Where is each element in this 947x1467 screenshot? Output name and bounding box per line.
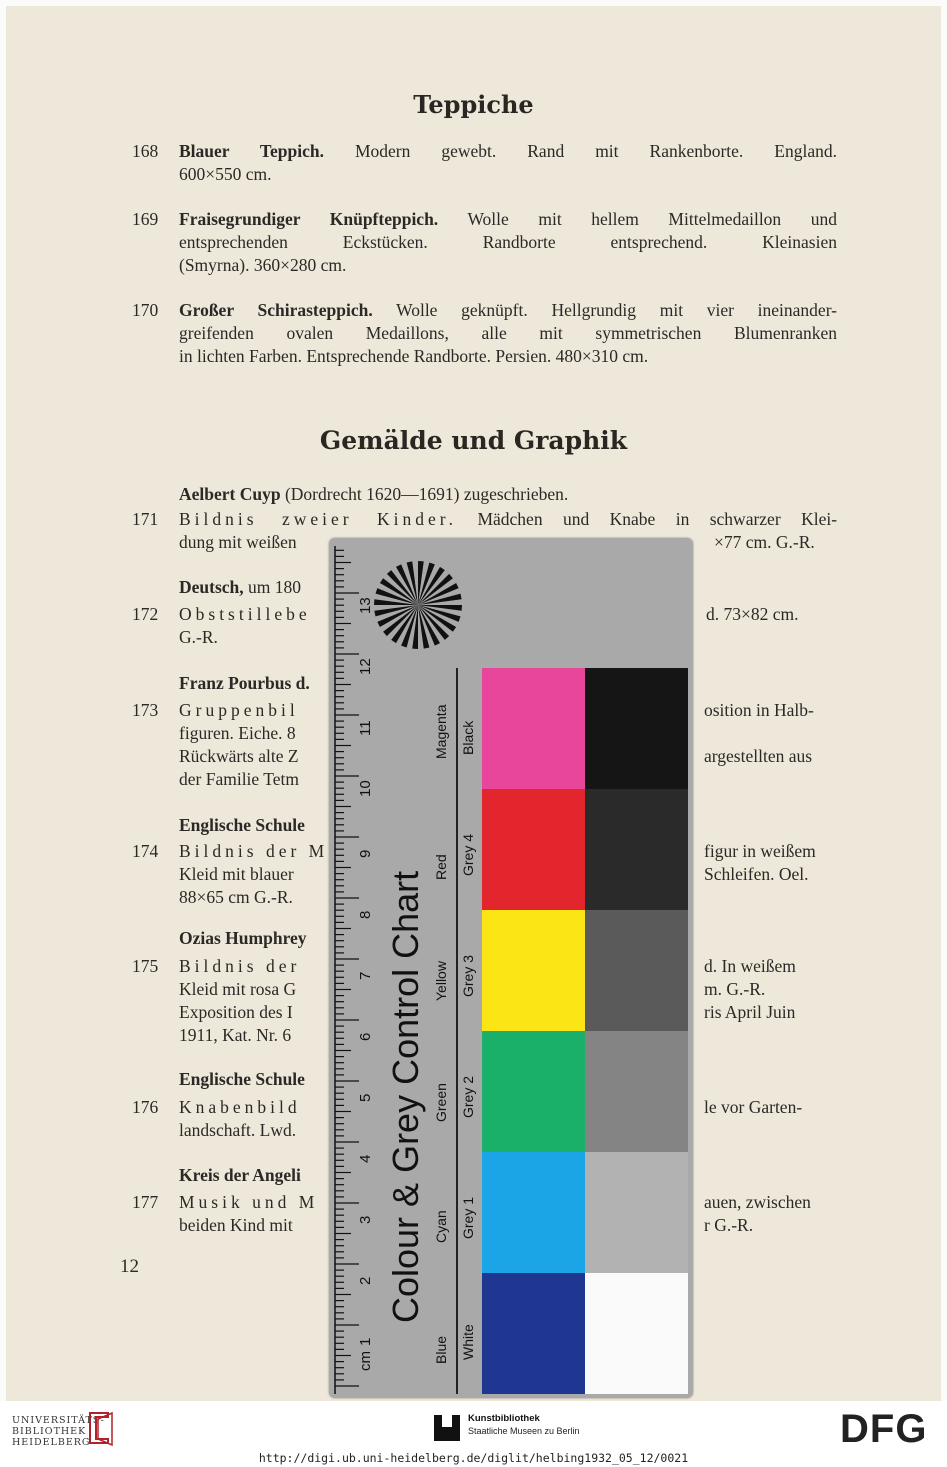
ruler-number: 11 xyxy=(357,720,374,737)
entry-175-line2: Kleid mit rosa G xyxy=(179,979,297,999)
grey-swatch xyxy=(585,668,688,789)
entry-171-line2b: ×77 cm. G.-R. xyxy=(714,532,815,552)
entry-number: 169 xyxy=(132,209,159,229)
entry-176-line2: landschaft. Lwd. xyxy=(179,1120,297,1140)
entry-170-line1: Großer Schirasteppich. Wolle geknüpft. Hellgrundig mit vier ineinander- xyxy=(179,300,838,320)
entry-175-line1-right: d. In weißem xyxy=(704,956,796,976)
entry-174-line1-right: figur in weißem xyxy=(704,841,816,861)
entry-172-line2: G.-R. xyxy=(179,627,218,647)
grey-label: Grey 4 xyxy=(460,833,476,876)
grey-label: Black xyxy=(460,720,476,755)
entry-170-line3: in lichten Farben. Entsprechende Randborte. Persien. 480×310 cm. xyxy=(179,346,649,366)
entry-176-artist: Englische Schule xyxy=(179,1069,305,1089)
entry-number: 176 xyxy=(132,1097,159,1117)
entry-173-line1-right: osition in Halb- xyxy=(704,700,814,720)
lib-line3: HEIDELBERG xyxy=(12,1437,91,1448)
entry-171-line2a: dung mit weißen xyxy=(179,532,297,552)
entry-number: 175 xyxy=(132,956,159,976)
colour-label: Red xyxy=(433,853,449,880)
ruler-number: 12 xyxy=(357,658,374,676)
dfg-logo: DFG xyxy=(840,1407,928,1451)
entry-171-artist: Aelbert Cuyp (Dordrecht 1620—1691) zugeschrieben. xyxy=(179,484,569,504)
entry-174-line2-right: Schleifen. Oel. xyxy=(704,864,809,884)
entry-number: 177 xyxy=(132,1192,159,1212)
entry-174-line1: Bildnis der M xyxy=(179,841,329,861)
entry-169-line3: (Smyrna). 360×280 cm. xyxy=(179,255,347,275)
entry-177-line2-right: r G.-R. xyxy=(704,1215,754,1235)
colour-swatch xyxy=(482,1031,585,1152)
entry-175-line3-right: ris April Juin xyxy=(704,1002,796,1022)
entry-177-artist: Kreis der Angeli xyxy=(179,1165,301,1185)
grey-label: Grey 1 xyxy=(460,1196,476,1239)
entry-172-line1: Obststillebe xyxy=(179,604,311,624)
entry-177-line2: beiden Kind mit xyxy=(179,1215,293,1235)
entry-169-line2: entsprechenden Eckstücken. Randborte entsprechend. Kleinasien xyxy=(179,232,837,252)
entry-number: 168 xyxy=(132,141,159,161)
entry-173-line3-right: argestellten aus xyxy=(704,746,813,766)
ruler-number: 7 xyxy=(357,972,374,981)
footer-bar xyxy=(0,1401,947,1467)
colour-swatch xyxy=(482,1152,585,1273)
ruler-number: 8 xyxy=(357,911,374,920)
colour-label: Yellow xyxy=(433,960,449,1001)
entry-175-line4: 1911, Kat. Nr. 6 xyxy=(179,1025,292,1045)
ruler-number: 4 xyxy=(357,1155,374,1164)
chart-title: Colour & Grey Control Chart xyxy=(385,870,426,1323)
ruler-number: 9 xyxy=(357,850,374,859)
colour-swatch xyxy=(482,1273,585,1394)
entry-number: 174 xyxy=(132,841,159,861)
entry-175-line2-right: m. G.-R. xyxy=(704,979,766,999)
ruler-number: cm xyxy=(357,1350,374,1371)
entry-number: 171 xyxy=(132,509,159,529)
section-heading-teppiche: Teppiche xyxy=(413,90,534,119)
source-url[interactable]: http://digi.ub.uni-heidelberg.de/diglit/helbing1932_05_12/0021 xyxy=(258,1451,689,1465)
entry-171-line1: Bildnis zweier Kinder. Mädchen und Knabe in schwarzer Klei- xyxy=(179,509,838,529)
entry-173-line3: Rückwärts alte Z xyxy=(179,746,299,766)
ruler-number: 5 xyxy=(357,1094,374,1103)
grey-swatch xyxy=(585,1273,688,1394)
ruler-number: 2 xyxy=(357,1277,374,1286)
ruler-number: 6 xyxy=(357,1033,374,1042)
ruler-number: 1 xyxy=(357,1338,374,1347)
entry-175-line1: Bildnis der xyxy=(179,956,301,976)
entry-176-line1: Knabenbild xyxy=(179,1097,301,1117)
colour-label: Green xyxy=(433,1082,449,1122)
entry-175-line3: Exposition des I xyxy=(179,1002,293,1022)
entry-174-line3: 88×65 cm G.-R. xyxy=(179,887,293,907)
lib-line2: BIBLIOTHEK xyxy=(12,1426,87,1437)
entry-number: 173 xyxy=(132,700,159,720)
grey-swatch xyxy=(585,910,688,1031)
ruler-number: 13 xyxy=(357,597,374,615)
document-page xyxy=(6,6,941,1401)
grey-swatch xyxy=(585,1031,688,1152)
chart-divider xyxy=(456,668,458,1394)
kunstbibliothek-logo-icon xyxy=(434,1415,460,1441)
entry-172-artist: Deutsch, um 180 xyxy=(179,577,302,597)
grey-swatch xyxy=(585,1152,688,1273)
entry-177-line1: Musik und M xyxy=(179,1192,319,1212)
colour-swatch xyxy=(482,668,585,789)
entry-173-line2: figuren. Eiche. 8 xyxy=(179,723,296,743)
entry-173-artist: Franz Pourbus d. xyxy=(179,673,310,693)
grey-label: White xyxy=(460,1323,476,1360)
grey-swatch xyxy=(585,789,688,910)
entry-168-line1: Blauer Teppich. Modern gewebt. Rand mit Rankenborte. England. xyxy=(179,141,837,161)
page-number: 12 xyxy=(120,1256,139,1277)
colour-label: Cyan xyxy=(433,1209,449,1243)
entry-174-artist: Englische Schule xyxy=(179,815,305,835)
colour-control-chart xyxy=(329,538,693,1398)
kb-subtitle: Staatliche Museen zu Berlin xyxy=(468,1426,580,1436)
entry-172-line1-right: d. 73×82 cm. xyxy=(706,604,799,624)
entry-177-line1-right: auen, zwischen xyxy=(704,1192,811,1212)
entry-173-line4: der Familie Tetm xyxy=(179,769,299,789)
entry-170-line2: greifenden ovalen Medaillons, alle mit symmetrischen Blumenranken xyxy=(179,323,837,343)
lib-line1: UNIVERSITÄTS- xyxy=(12,1415,105,1426)
grey-label: Grey 3 xyxy=(460,954,476,997)
entry-176-line1-right: le vor Garten- xyxy=(704,1097,803,1117)
colour-swatch xyxy=(482,910,585,1031)
colour-swatch xyxy=(482,789,585,910)
entry-number: 170 xyxy=(132,300,159,320)
section-heading-gemaelde: Gemälde und Graphik xyxy=(319,426,628,455)
entry-169-line1: Fraisegrundiger Knüpfteppich. Wolle mit hellem Mittelmedaillon und xyxy=(179,209,837,229)
entry-174-line2: Kleid mit blauer xyxy=(179,864,294,884)
grey-label: Grey 2 xyxy=(460,1075,476,1118)
ruler-number: 3 xyxy=(357,1216,374,1225)
colour-label: Blue xyxy=(433,1335,449,1364)
entry-173-line1: Gruppenbil xyxy=(179,700,299,720)
colour-label: Magenta xyxy=(433,704,449,759)
entry-number: 172 xyxy=(132,604,159,624)
ruler-number: 10 xyxy=(357,780,374,798)
starburst-target-icon xyxy=(373,560,463,650)
entry-168-line2: 600×550 cm. xyxy=(179,164,272,184)
heidelberg-emblem-icon xyxy=(86,1409,114,1447)
entry-175-artist: Ozias Humphrey xyxy=(179,928,307,948)
kb-title: Kunstbibliothek xyxy=(468,1413,540,1424)
